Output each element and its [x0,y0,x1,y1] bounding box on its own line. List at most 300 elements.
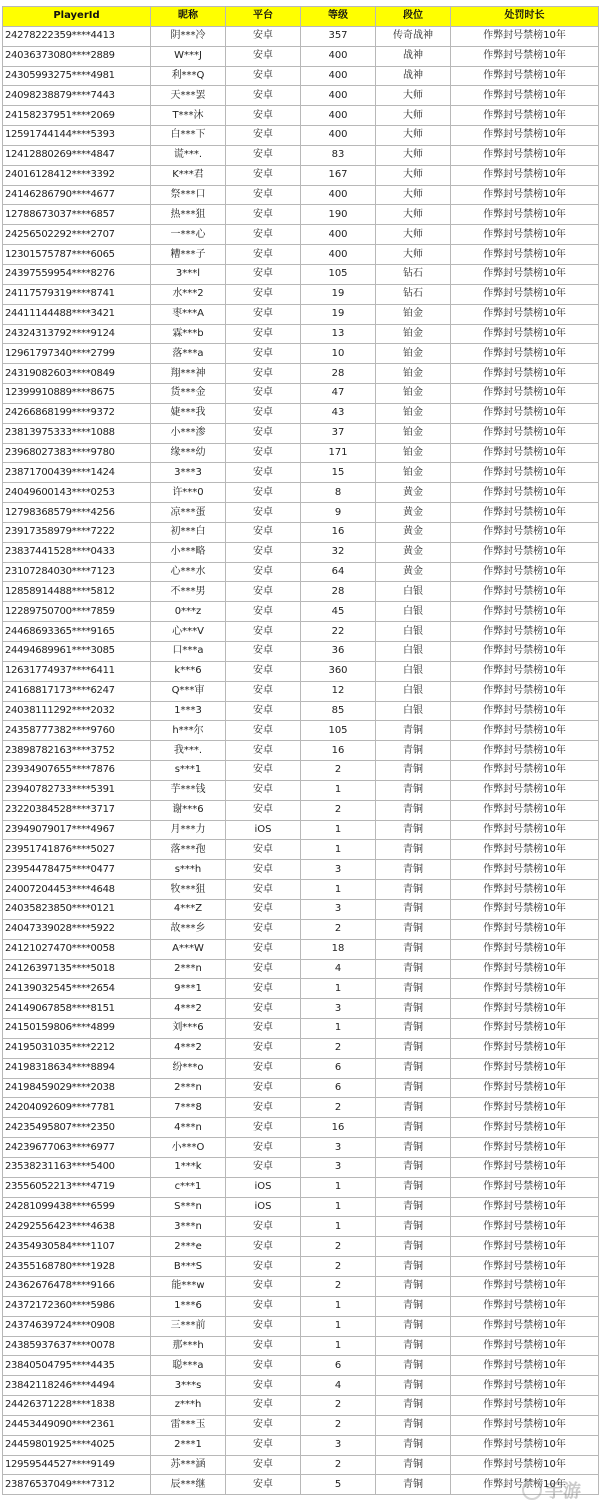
rank-cell: 铂金 [376,403,451,423]
rank-cell: 青铜 [376,1019,451,1039]
nickname-cell: 小***渗 [151,423,226,443]
level-cell: 171 [301,443,376,463]
nickname-cell: 3***s [151,1376,226,1396]
rank-cell: 青铜 [376,1296,451,1316]
table-row [3,1157,599,1177]
table-row [3,701,599,721]
penalty-cell: 作弊封号禁榜10年 [451,681,599,701]
platform-cell: 安卓 [226,800,301,820]
table-row [3,1177,599,1197]
penalty-cell: 作弊封号禁榜10年 [451,899,599,919]
nickname-cell: 故***乡 [151,919,226,939]
level-cell: 1 [301,1019,376,1039]
penalty-cell: 作弊封号禁榜10年 [451,66,599,86]
level-cell: 3 [301,1157,376,1177]
table-row [3,1277,599,1297]
nickname-cell: 雷***玉 [151,1415,226,1435]
platform-cell: 安卓 [226,1316,301,1336]
nickname-cell: 凉***蛋 [151,503,226,523]
rank-cell: 青铜 [376,840,451,860]
nickname-cell: 初***白 [151,522,226,542]
player-id-cell: 24139032545****2654 [3,979,151,999]
table-row [3,225,599,245]
rank-cell: 青铜 [376,1078,451,1098]
nickname-cell: 1***3 [151,701,226,721]
rank-cell: 青铜 [376,899,451,919]
ban-list-table [2,6,599,1495]
table-row [3,46,599,66]
level-cell: 6 [301,1058,376,1078]
rank-cell: 黄金 [376,503,451,523]
nickname-cell: B***S [151,1257,226,1277]
table-row [3,126,599,146]
platform-cell: 安卓 [226,46,301,66]
penalty-cell: 作弊封号禁榜10年 [451,165,599,185]
nickname-cell: 芋***钱 [151,780,226,800]
level-cell: 10 [301,344,376,364]
player-id-cell: 24149067858****8151 [3,999,151,1019]
table-row [3,106,599,126]
header-level: 等级 [301,7,376,27]
platform-cell: 安卓 [226,1415,301,1435]
level-cell: 2 [301,1038,376,1058]
penalty-cell: 作弊封号禁榜10年 [451,1177,599,1197]
watermark-logo-icon [522,1480,542,1500]
platform-cell: 安卓 [226,999,301,1019]
rank-cell: 青铜 [376,1138,451,1158]
header-penalty: 处罚时长 [451,7,599,27]
level-cell: 1 [301,1217,376,1237]
level-cell: 2 [301,1455,376,1475]
player-id-cell: 24266868199****9372 [3,403,151,423]
player-id-cell: 24204092609****7781 [3,1098,151,1118]
player-id-cell: 24372172360****5986 [3,1296,151,1316]
platform-cell: 安卓 [226,959,301,979]
rank-cell: 青铜 [376,919,451,939]
penalty-cell: 作弊封号禁榜10年 [451,880,599,900]
penalty-cell: 作弊封号禁榜10年 [451,46,599,66]
table-row [3,1376,599,1396]
player-id-cell: 24358777382****9760 [3,721,151,741]
penalty-cell: 作弊封号禁榜10年 [451,820,599,840]
penalty-cell: 作弊封号禁榜10年 [451,1157,599,1177]
table-row [3,304,599,324]
nickname-cell: 霖***b [151,324,226,344]
rank-cell: 青铜 [376,761,451,781]
player-id-cell: 24281099438****6599 [3,1197,151,1217]
level-cell: 105 [301,264,376,284]
platform-cell: 安卓 [226,701,301,721]
platform-cell: 安卓 [226,304,301,324]
table-row [3,820,599,840]
penalty-cell: 作弊封号禁榜10年 [451,503,599,523]
table-row [3,1118,599,1138]
table-row [3,959,599,979]
rank-cell: 大师 [376,205,451,225]
rank-cell: 青铜 [376,939,451,959]
penalty-cell: 作弊封号禁榜10年 [451,642,599,662]
platform-cell: 安卓 [226,344,301,364]
penalty-cell: 作弊封号禁榜10年 [451,483,599,503]
platform-cell: iOS [226,820,301,840]
header-nickname: 昵称 [151,7,226,27]
penalty-cell: 作弊封号禁榜10年 [451,542,599,562]
penalty-cell: 作弊封号禁榜10年 [451,1078,599,1098]
level-cell: 400 [301,106,376,126]
penalty-cell: 作弊封号禁榜10年 [451,463,599,483]
rank-cell: 青铜 [376,1396,451,1416]
level-cell: 13 [301,324,376,344]
platform-cell: 安卓 [226,1336,301,1356]
level-cell: 2 [301,919,376,939]
rank-cell: 钻石 [376,264,451,284]
platform-cell: 安卓 [226,661,301,681]
player-id-cell: 24235495807****2350 [3,1118,151,1138]
rank-cell: 青铜 [376,820,451,840]
nickname-cell: 那***h [151,1336,226,1356]
penalty-cell: 作弊封号禁榜10年 [451,1138,599,1158]
player-id-cell: 24292556423****4638 [3,1217,151,1237]
penalty-cell: 作弊封号禁榜10年 [451,1415,599,1435]
player-id-cell: 23813975333****1088 [3,423,151,443]
rank-cell: 白银 [376,602,451,622]
rank-cell: 铂金 [376,384,451,404]
player-id-cell: 12961797340****2799 [3,344,151,364]
rank-cell: 青铜 [376,1098,451,1118]
rank-cell: 白银 [376,622,451,642]
player-id-cell: 24158237951****2069 [3,106,151,126]
nickname-cell: 刘***6 [151,1019,226,1039]
platform-cell: 安卓 [226,245,301,265]
table-row [3,1257,599,1277]
platform-cell: 安卓 [226,939,301,959]
nickname-cell: 2***1 [151,1435,226,1455]
penalty-cell: 作弊封号禁榜10年 [451,1336,599,1356]
rank-cell: 青铜 [376,999,451,1019]
table-row [3,245,599,265]
rank-cell: 白银 [376,701,451,721]
platform-cell: 安卓 [226,880,301,900]
level-cell: 105 [301,721,376,741]
player-id-cell: 24385937637****0078 [3,1336,151,1356]
rank-cell: 青铜 [376,1455,451,1475]
table-row [3,939,599,959]
platform-cell: 安卓 [226,463,301,483]
rank-cell: 青铜 [376,1415,451,1435]
header-row [3,7,599,27]
platform-cell: 安卓 [226,780,301,800]
rank-cell: 大师 [376,165,451,185]
platform-cell: 安卓 [226,602,301,622]
penalty-cell: 作弊封号禁榜10年 [451,304,599,324]
table-row [3,324,599,344]
table-row [3,284,599,304]
level-cell: 2 [301,761,376,781]
platform-cell: 安卓 [226,1217,301,1237]
nickname-cell: 小***O [151,1138,226,1158]
rank-cell: 铂金 [376,304,451,324]
table-row [3,1217,599,1237]
player-id-cell: 12412880269****4847 [3,145,151,165]
level-cell: 2 [301,1257,376,1277]
nickname-cell: s***1 [151,761,226,781]
platform-cell: 安卓 [226,1277,301,1297]
level-cell: 400 [301,46,376,66]
table-row [3,840,599,860]
nickname-cell: 0***z [151,602,226,622]
table-row [3,443,599,463]
rank-cell: 大师 [376,225,451,245]
platform-cell: 安卓 [226,860,301,880]
level-cell: 3 [301,1435,376,1455]
level-cell: 1 [301,1177,376,1197]
level-cell: 2 [301,1415,376,1435]
nickname-cell: 4***2 [151,1038,226,1058]
rank-cell: 铂金 [376,423,451,443]
platform-cell: 安卓 [226,483,301,503]
penalty-cell: 作弊封号禁榜10年 [451,1455,599,1475]
player-id-cell: 23840504795****4435 [3,1356,151,1376]
platform-cell: 安卓 [226,86,301,106]
table-row [3,1336,599,1356]
rank-cell: 青铜 [376,721,451,741]
penalty-cell: 作弊封号禁榜10年 [451,840,599,860]
nickname-cell: 枣***A [151,304,226,324]
player-id-cell: 24198318634****8894 [3,1058,151,1078]
nickname-cell: 月***力 [151,820,226,840]
table-row [3,384,599,404]
penalty-cell: 作弊封号禁榜10年 [451,1475,599,1495]
table-row [3,66,599,86]
table-row [3,364,599,384]
nickname-cell: 婕***我 [151,403,226,423]
platform-cell: 安卓 [226,1356,301,1376]
nickname-cell: 牧***狙 [151,880,226,900]
level-cell: 6 [301,1078,376,1098]
player-id-cell: 23871700439****1424 [3,463,151,483]
penalty-cell: 作弊封号禁榜10年 [451,145,599,165]
penalty-cell: 作弊封号禁榜10年 [451,999,599,1019]
table-row [3,264,599,284]
nickname-cell: 纷***o [151,1058,226,1078]
penalty-cell: 作弊封号禁榜10年 [451,86,599,106]
level-cell: 83 [301,145,376,165]
platform-cell: 安卓 [226,423,301,443]
table-row [3,1356,599,1376]
table-row [3,145,599,165]
penalty-cell: 作弊封号禁榜10年 [451,860,599,880]
table-row [3,185,599,205]
player-id-cell: 23968027383****9780 [3,443,151,463]
player-id-cell: 23917358979****7222 [3,522,151,542]
rank-cell: 青铜 [376,741,451,761]
player-id-cell: 24047339028****5922 [3,919,151,939]
platform-cell: 安卓 [226,1118,301,1138]
nickname-cell: z***h [151,1396,226,1416]
header-platform: 平台 [226,7,301,27]
penalty-cell: 作弊封号禁榜10年 [451,622,599,642]
platform-cell: 安卓 [226,840,301,860]
table-row [3,661,599,681]
rank-cell: 战神 [376,66,451,86]
nickname-cell: 苏***涵 [151,1455,226,1475]
penalty-cell: 作弊封号禁榜10年 [451,245,599,265]
player-id-cell: 24426371228****1838 [3,1396,151,1416]
player-id-cell: 24362676478****9166 [3,1277,151,1297]
platform-cell: iOS [226,1177,301,1197]
player-id-cell: 23940782733****5391 [3,780,151,800]
nickname-cell: A***W [151,939,226,959]
player-id-cell: 24354930584****1107 [3,1237,151,1257]
penalty-cell: 作弊封号禁榜10年 [451,780,599,800]
level-cell: 1 [301,780,376,800]
penalty-cell: 作弊封号禁榜10年 [451,1277,599,1297]
rank-cell: 铂金 [376,324,451,344]
table-row [3,1078,599,1098]
platform-cell: 安卓 [226,681,301,701]
player-id-cell: 24126397135****5018 [3,959,151,979]
platform-cell: 安卓 [226,979,301,999]
table-row [3,562,599,582]
table-header [3,7,599,27]
nickname-cell: 三***前 [151,1316,226,1336]
penalty-cell: 作弊封号禁榜10年 [451,939,599,959]
player-id-cell: 24468693365****9165 [3,622,151,642]
player-id-cell: 12301575787****6065 [3,245,151,265]
platform-cell: 安卓 [226,741,301,761]
level-cell: 64 [301,562,376,582]
nickname-cell: k***6 [151,661,226,681]
table-row [3,165,599,185]
penalty-cell: 作弊封号禁榜10年 [451,1316,599,1336]
table-row [3,880,599,900]
rank-cell: 大师 [376,145,451,165]
rank-cell: 青铜 [376,1157,451,1177]
player-id-cell: 23107284030****7123 [3,562,151,582]
level-cell: 400 [301,86,376,106]
rank-cell: 传奇战神 [376,26,451,46]
penalty-cell: 作弊封号禁榜10年 [451,1296,599,1316]
level-cell: 28 [301,582,376,602]
platform-cell: 安卓 [226,503,301,523]
player-id-cell: 12959544527****9149 [3,1455,151,1475]
table-row [3,1058,599,1078]
platform-cell: 安卓 [226,1435,301,1455]
level-cell: 400 [301,185,376,205]
rank-cell: 钻石 [376,284,451,304]
table-row [3,1237,599,1257]
platform-cell: 安卓 [226,1257,301,1277]
nickname-cell: 水***2 [151,284,226,304]
level-cell: 2 [301,1237,376,1257]
penalty-cell: 作弊封号禁榜10年 [451,185,599,205]
penalty-cell: 作弊封号禁榜10年 [451,1217,599,1237]
nickname-cell: 许***0 [151,483,226,503]
rank-cell: 白银 [376,642,451,662]
rank-cell: 青铜 [376,1237,451,1257]
level-cell: 4 [301,959,376,979]
player-id-cell: 12798368579****4256 [3,503,151,523]
penalty-cell: 作弊封号禁榜10年 [451,761,599,781]
header-player-id: PlayerId [3,7,151,27]
level-cell: 32 [301,542,376,562]
watermark-text: 手游 [545,1481,581,1502]
rank-cell: 青铜 [376,1257,451,1277]
level-cell: 28 [301,364,376,384]
penalty-cell: 作弊封号禁榜10年 [451,1197,599,1217]
penalty-cell: 作弊封号禁榜10年 [451,344,599,364]
nickname-cell: 货***金 [151,384,226,404]
level-cell: 12 [301,681,376,701]
player-id-cell: 23898782163****3752 [3,741,151,761]
table-row [3,503,599,523]
nickname-cell: 7***8 [151,1098,226,1118]
player-id-cell: 12631774937****6411 [3,661,151,681]
nickname-cell: 能***w [151,1277,226,1297]
nickname-cell: 4***n [151,1118,226,1138]
platform-cell: 安卓 [226,145,301,165]
rank-cell: 青铜 [376,800,451,820]
table-row [3,1098,599,1118]
level-cell: 190 [301,205,376,225]
level-cell: 85 [301,701,376,721]
level-cell: 1 [301,979,376,999]
rank-cell: 大师 [376,106,451,126]
player-id-cell: 24374639724****0908 [3,1316,151,1336]
nickname-cell: 糟***子 [151,245,226,265]
penalty-cell: 作弊封号禁榜10年 [451,721,599,741]
nickname-cell: 心***V [151,622,226,642]
rank-cell: 铂金 [376,344,451,364]
player-id-cell: 24397559954****8276 [3,264,151,284]
nickname-cell: 3***n [151,1217,226,1237]
rank-cell: 青铜 [376,959,451,979]
player-id-cell: 12788673037****6857 [3,205,151,225]
platform-cell: 安卓 [226,284,301,304]
level-cell: 1 [301,1316,376,1336]
level-cell: 1 [301,820,376,840]
nickname-cell: 谎***. [151,145,226,165]
player-id-cell: 23837441528****0433 [3,542,151,562]
nickname-cell: 聪***a [151,1356,226,1376]
nickname-cell: 缘***幼 [151,443,226,463]
platform-cell: 安卓 [226,264,301,284]
nickname-cell: 一***心 [151,225,226,245]
table-row [3,602,599,622]
penalty-cell: 作弊封号禁榜10年 [451,582,599,602]
platform-cell: 安卓 [226,443,301,463]
platform-cell: 安卓 [226,403,301,423]
level-cell: 22 [301,622,376,642]
penalty-cell: 作弊封号禁榜10年 [451,1038,599,1058]
level-cell: 1 [301,840,376,860]
platform-cell: 安卓 [226,1078,301,1098]
platform-cell: 安卓 [226,1157,301,1177]
penalty-cell: 作弊封号禁榜10年 [451,264,599,284]
platform-cell: 安卓 [226,126,301,146]
table-row [3,622,599,642]
level-cell: 1 [301,1296,376,1316]
platform-cell: 安卓 [226,26,301,46]
nickname-cell: 1***6 [151,1296,226,1316]
player-id-cell: 12591744144****5393 [3,126,151,146]
table-row [3,999,599,1019]
level-cell: 2 [301,1277,376,1297]
penalty-cell: 作弊封号禁榜10年 [451,602,599,622]
table-row [3,741,599,761]
rank-cell: 白银 [376,582,451,602]
player-id-cell: 24098238879****7443 [3,86,151,106]
